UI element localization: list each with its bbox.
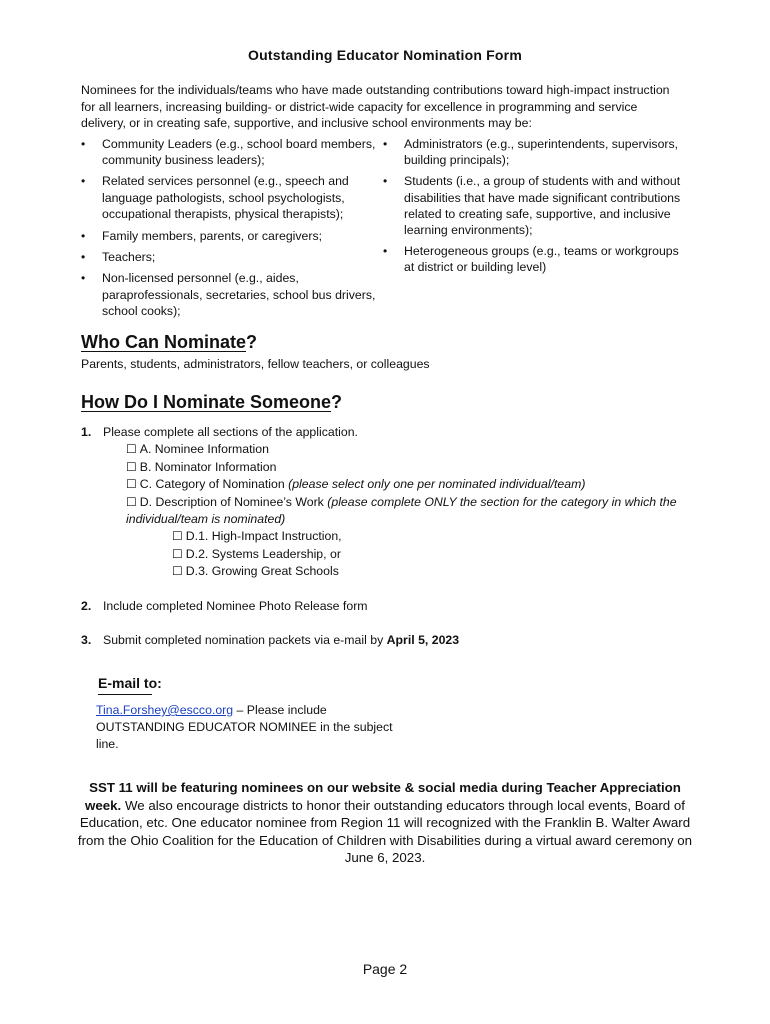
step-number: 3.: [81, 633, 92, 647]
step-text: Submit completed nomination packets via e-mail by: [103, 633, 384, 647]
list-item: • Community Leaders (e.g., school board members, community business leaders);: [81, 136, 381, 168]
step-1: [81, 424, 701, 581]
checklist-item-b: [81, 459, 701, 476]
checkbox-icon: ☐: [126, 442, 137, 457]
checkbox-icon: ☐: [172, 529, 183, 544]
feature-bold-text: SST 11 will be featuring nominees on our website & social media during Teacher Appreciation week.: [85, 780, 681, 813]
step-2: [81, 598, 701, 615]
checklist-label: B. Nominator Information: [139, 459, 277, 474]
how-heading-mark: ?: [331, 392, 343, 412]
checklist-note: (please select only one per nominated individual/team): [288, 477, 586, 492]
nominee-list-right: [383, 136, 683, 281]
feature-paragraph: [75, 779, 695, 867]
list-item: • Administrators (e.g., superintendents, supervisors, building principals);: [383, 136, 683, 168]
checklist-label: D.3. Growing Great Schools: [185, 564, 339, 579]
intro-paragraph: Nominees for the individuals/teams who have made outstanding contributions toward high-impact instruction for all learners, increasing building- or district-wide capacity for excellence in programming and service delivery, or in creating safe, supportive, and inclusive school environments may be:: [81, 83, 670, 130]
email-link[interactable]: Tina.Forshey@escco.org: [96, 703, 234, 717]
feature-text: We also encourage districts to honor their outstanding educators through local events, Board of Education, etc. One educator nominee from Region 11 will recognized with the Franklin B. Walter Award from the Ohio Coalition for the Education of Children with Disabilities during a virtual award ceremony on June 6, 2023.: [77, 797, 693, 865]
checklist-label: D.1. High-Impact Instruction,: [185, 529, 342, 544]
checklist-label: D.2. Systems Leadership, or: [185, 546, 341, 561]
step-3: [81, 632, 701, 649]
email-label: E-mail to:: [98, 675, 162, 691]
checklist-label: D. Description of Nominee’s Work: [139, 494, 324, 509]
checklist-note: (please complete ONLY the section for the category in which the individual/team is nominated): [126, 494, 677, 527]
list-item: • Students (i.e., a group of students with and without disabilities that have made significant contributions related to creating safe, supportive, and inclusive learning environments);: [383, 173, 683, 238]
checklist-label: C. Category of Nomination: [139, 477, 285, 492]
page-title: Outstanding Educator Nomination Form: [248, 47, 522, 63]
how-heading-text: How Do I Nominate Someone: [81, 392, 332, 412]
checklist-item-d3: [81, 563, 701, 580]
step-number: 2.: [81, 599, 92, 613]
checkbox-icon: ☐: [126, 459, 137, 474]
checkbox-icon: ☐: [172, 546, 183, 561]
checklist-item-d: [81, 494, 701, 529]
email-label-underline: [98, 694, 152, 695]
list-item: • Teachers;: [81, 249, 381, 265]
checkbox-icon: ☐: [126, 477, 137, 492]
checklist-item-c: [81, 476, 701, 493]
step-text: Include completed Nominee Photo Release form: [103, 599, 368, 613]
list-item: • Family members, parents, or caregivers;: [81, 228, 381, 244]
step-number: 1.: [81, 425, 92, 439]
checkbox-icon: ☐: [172, 564, 183, 579]
who-can-nominate-heading: [81, 332, 257, 353]
email-instruction-text: – Please include OUTSTANDING EDUCATOR NOMINEE in the subject line.: [96, 703, 393, 751]
nominee-list-left: [81, 136, 381, 324]
checkbox-icon: ☐: [126, 494, 137, 509]
list-item: • Non-licensed personnel (e.g., aides, paraprofessionals, secretaries, school bus drivers, school cooks);: [81, 270, 381, 319]
who-heading-text: Who Can Nominate: [81, 332, 246, 352]
checklist-item-a: [81, 441, 701, 458]
how-to-nominate-heading: [81, 392, 342, 413]
step-text: Please complete all sections of the application.: [103, 425, 358, 439]
checklist-item-d2: [81, 546, 701, 563]
page-number: Page 2: [362, 961, 408, 977]
email-instructions: [96, 702, 416, 753]
list-item: • Heterogeneous groups (e.g., teams or workgroups at district or building level): [383, 243, 683, 275]
who-can-nominate-text: Parents, students, administrators, fellow teachers, or colleagues: [81, 357, 430, 371]
checklist-label: A. Nominee Information: [139, 442, 269, 457]
who-heading-mark: ?: [246, 332, 257, 352]
deadline-date: April 5, 2023: [386, 633, 460, 647]
list-item: • Related services personnel (e.g., speech and language pathologists, school psychologists, occupational therapists, physical therapists);: [81, 173, 381, 222]
checklist-item-d1: [81, 528, 701, 545]
